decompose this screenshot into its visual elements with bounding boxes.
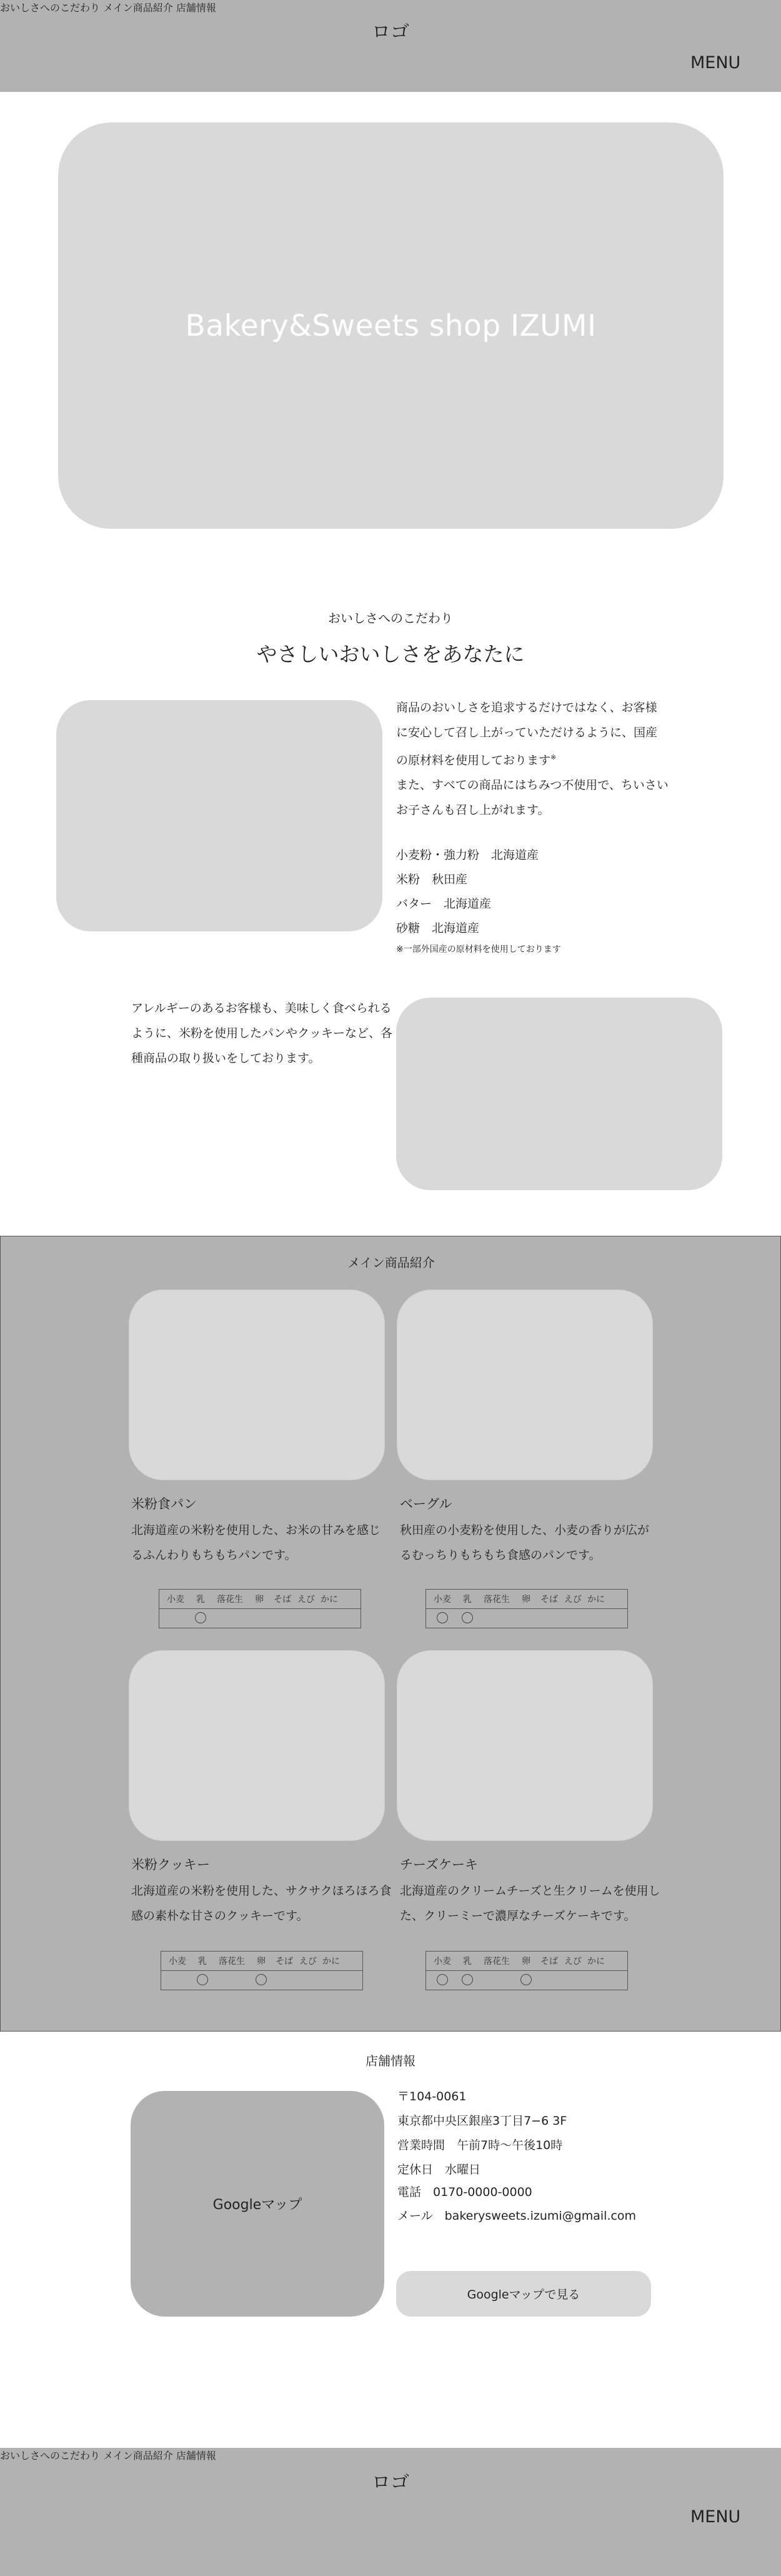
text-line: 感の素朴な甘さのクッキーです。 — [131, 1909, 309, 1923]
allergen-header-row — [161, 1952, 362, 1971]
section-label-commitment: おいしさへのこだわり — [328, 611, 453, 626]
product-description — [400, 1878, 662, 1928]
text-line: 商品のおいしさを追求するだけではなく、お客様 — [396, 701, 657, 714]
commitment-image-1 — [56, 700, 382, 931]
allergen-label: えび — [564, 1595, 582, 1605]
allergen-mark-row — [426, 1609, 627, 1628]
product-description — [131, 1878, 394, 1928]
text-line: 種商品の取り扱いをしております。 — [131, 1051, 321, 1065]
product-name: チーズケーキ — [400, 1857, 478, 1872]
product-name: 米粉クッキー — [131, 1857, 210, 1872]
commitment-image-2 — [396, 998, 722, 1190]
text-line: アレルギーのあるお客様も、美味しく食べられる — [131, 1001, 392, 1015]
material-item: 砂糖 北海道産 — [396, 921, 480, 935]
product-name: ベーグル — [400, 1496, 452, 1511]
allergen-label: 卵 — [255, 1595, 264, 1605]
site-footer — [0, 2448, 781, 2576]
allergen-header-row — [426, 1590, 627, 1609]
allergen-mark-row — [426, 1971, 627, 1990]
store-closed-day: 定休日 水曜日 — [397, 2163, 481, 2177]
allergen-label: そば — [540, 1595, 558, 1605]
store-email[interactable]: メール bakerysweets.izumi@gmail.com — [397, 2209, 637, 2223]
footer-logo[interactable]: ロゴ — [372, 2472, 409, 2493]
allergen-table — [159, 1589, 361, 1628]
product-name: 米粉食パン — [131, 1496, 197, 1511]
allergen-circle-mark — [437, 1974, 448, 1985]
allergen-circle-mark — [437, 1612, 448, 1623]
allergen-label: 乳 — [198, 1957, 207, 1967]
text-line: に安心して召し上がっていただけるように、国産 — [396, 726, 658, 739]
allergen-label: えび — [299, 1957, 317, 1967]
allergen-label: えび — [297, 1595, 315, 1605]
store-postal-code: 〒104-0061 — [397, 2090, 467, 2103]
logo[interactable]: ロゴ — [372, 21, 409, 43]
nav-item-store[interactable]: 店舗情報 — [176, 2, 216, 14]
allergen-circle-mark — [256, 1974, 267, 1985]
allergen-label: 乳 — [463, 1595, 472, 1605]
text-line: 北海道産のクリームチーズと生クリームを使用し — [400, 1884, 660, 1898]
allergen-label: 小麦 — [434, 1957, 451, 1967]
footnote-mark: ※ — [550, 753, 557, 761]
allergen-label: かに — [321, 1595, 338, 1605]
allergen-label: かに — [322, 1957, 340, 1967]
view-google-map-button[interactable]: Googleマップで見る — [396, 2271, 651, 2317]
allergen-mark-row — [159, 1609, 361, 1628]
allergen-label: 小麦 — [434, 1595, 451, 1605]
text-line: るむっちりもちもち食感のパンです。 — [400, 1548, 601, 1562]
site-header — [0, 0, 781, 92]
product-description — [400, 1518, 662, 1568]
product-image — [129, 1650, 385, 1841]
allergen-label: 落花生 — [484, 1595, 510, 1605]
hero-title: Bakery&Sweets shop IZUMI — [185, 308, 597, 343]
store-address: 東京都中央区銀座3丁目7−6 3F — [397, 2114, 567, 2128]
hero-banner — [58, 123, 724, 529]
allergen-table — [425, 1589, 628, 1628]
menu-button[interactable]: MENU — [690, 53, 741, 73]
text-line: ように、米粉を使用したパンやクッキーなど、各 — [131, 1026, 393, 1040]
allergen-circle-mark — [195, 1612, 206, 1623]
product-image — [129, 1290, 385, 1480]
text-line: 秋田産の小麦粉を使用した、小麦の香りが広が — [400, 1523, 650, 1537]
section-label-products: メイン商品紹介 — [347, 1255, 435, 1270]
allergen-circle-mark — [462, 1974, 473, 1985]
store-phone: 電話 0170-0000-0000 — [397, 2185, 532, 2199]
products-section — [0, 1236, 781, 2032]
allergen-circle-mark — [197, 1974, 208, 1985]
nav-item-commitment[interactable]: おいしさへのこだわり — [0, 2, 101, 14]
nav-item-products[interactable]: メイン商品紹介 — [103, 2, 173, 14]
commitment-paragraph-1 — [396, 695, 669, 823]
footer-nav-item-products[interactable]: メイン商品紹介 — [103, 2450, 173, 2462]
material-item: 小麦粉・強力粉 北海道産 — [396, 848, 539, 862]
allergen-header-row — [426, 1952, 627, 1971]
allergen-table — [161, 1951, 363, 1990]
product-image — [397, 1650, 653, 1841]
text-line: 北海道産の米粉を使用した、サクサクほろほろ食 — [131, 1884, 392, 1898]
section-label-store: 店舗情報 — [366, 2053, 415, 2068]
allergen-label: 卵 — [522, 1595, 530, 1605]
footer-menu-button[interactable]: MENU — [690, 2507, 741, 2527]
google-map[interactable]: Googleマップ — [131, 2091, 384, 2317]
allergen-label: 卵 — [522, 1957, 530, 1967]
allergen-label: 乳 — [463, 1957, 472, 1967]
allergen-table — [425, 1951, 628, 1990]
text-line: お子さんも召し上がれます。 — [396, 803, 550, 818]
commitment-paragraph-2 — [131, 996, 392, 1071]
allergen-label: 乳 — [196, 1595, 205, 1605]
allergen-label: そば — [540, 1957, 558, 1967]
product-description — [131, 1518, 394, 1568]
allergen-label: 小麦 — [167, 1595, 184, 1605]
allergen-label: そば — [274, 1595, 291, 1605]
header-nav — [0, 0, 781, 14]
material-item: 米粉 秋田産 — [396, 873, 468, 886]
text-line: るふんわりもちもちパンです。 — [131, 1548, 297, 1562]
footer-nav — [0, 2448, 781, 2462]
text-span: の原材料を使用しております — [396, 753, 551, 768]
text-line: 北海道産の米粉を使用した、お米の甘みを感じ — [131, 1523, 381, 1537]
origin-note: ※一部外国産の原材料を使用しております — [396, 945, 561, 955]
allergen-label: 卵 — [257, 1957, 266, 1967]
text-line — [396, 745, 669, 773]
allergen-label: 落花生 — [217, 1595, 243, 1605]
store-hours: 営業時間 午前7時〜午後10時 — [397, 2138, 563, 2152]
allergen-label: 落花生 — [219, 1957, 245, 1967]
commitment-heading: やさしいおいしさをあなたに — [256, 642, 525, 666]
allergen-label: かに — [587, 1595, 605, 1605]
allergen-label: 落花生 — [484, 1957, 510, 1967]
allergen-label: えび — [564, 1957, 582, 1967]
allergen-circle-mark — [520, 1974, 532, 1985]
allergen-header-row — [159, 1590, 361, 1609]
footer-nav-item-commitment[interactable]: おいしさへのこだわり — [0, 2450, 101, 2462]
allergen-circle-mark — [462, 1612, 473, 1623]
allergen-mark-row — [161, 1971, 362, 1990]
allergen-label: そば — [276, 1957, 293, 1967]
text-line: また、すべての商品にはちみつ不使用で、ちいさい — [396, 778, 669, 793]
allergen-label: 小麦 — [169, 1957, 186, 1967]
material-item: バター 北海道産 — [396, 897, 492, 911]
text-line: た、クリーミーで濃厚なチーズケーキです。 — [400, 1909, 636, 1923]
allergen-label: かに — [587, 1957, 605, 1967]
product-image — [397, 1290, 653, 1480]
footer-nav-item-store[interactable]: 店舗情報 — [176, 2450, 216, 2462]
